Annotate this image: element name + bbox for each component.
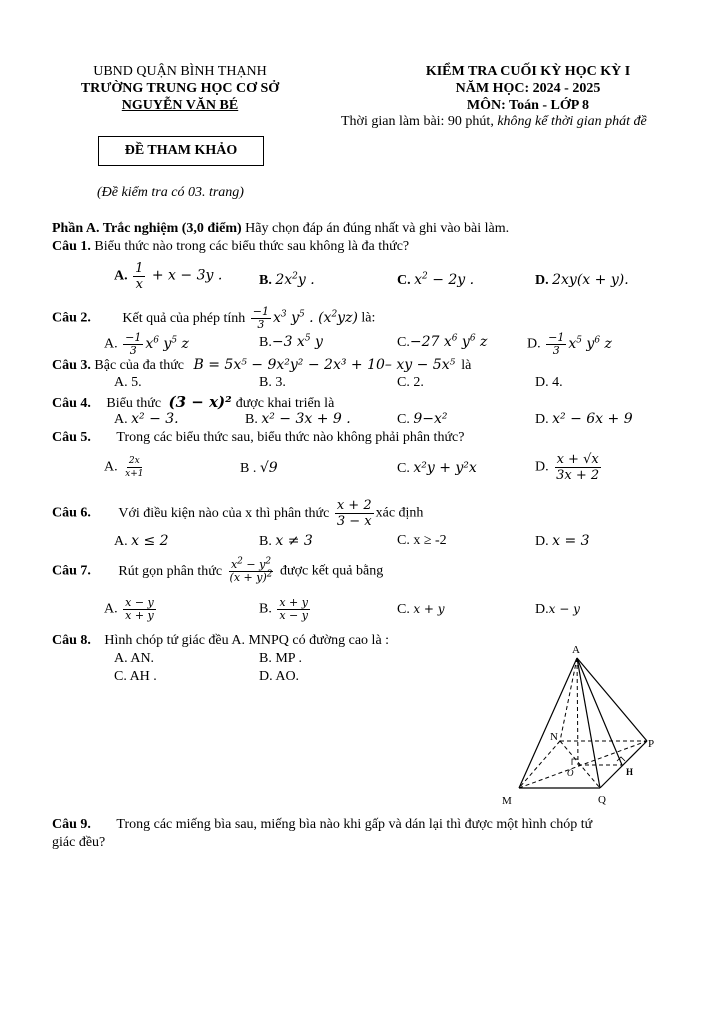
question-4: Câu 4. Biểu thức (3 − x)² được khai triển là xyxy=(52,393,335,411)
q6-option-a: A. x ≤ 2 xyxy=(114,533,169,549)
exam-header xyxy=(378,63,678,114)
school-type: TRƯỜNG TRUNG HỌC CƠ SỞ xyxy=(80,81,280,96)
school-name: NGUYỄN VĂN BÉ xyxy=(121,98,239,113)
question-1: Câu 1. Biểu thức nào trong các biểu thức sau không là đa thức? xyxy=(52,239,410,254)
q3-option-a: A. 5. xyxy=(114,375,142,390)
q1-option-d: D. 2xy(x + y). xyxy=(535,272,629,288)
question-3: Câu 3. Bậc của đa thức B = 5x⁵ − 9x²y² − 2x³ + 10– xy − 5x⁵ là xyxy=(52,357,472,373)
q4-option-b: B. x² − 3x + 9 . xyxy=(245,411,351,427)
question-5: Câu 5. Trong các biểu thức sau, biểu thức nào không phải phân thức? xyxy=(52,430,465,445)
q5-option-d: D. $\frac{x + √x}{3x + 2}$ xyxy=(535,452,600,483)
vertex-n-label: N xyxy=(550,731,558,743)
district-name: UBND QUẬN BÌNH THẠNH xyxy=(93,64,267,79)
school-header xyxy=(60,63,300,114)
reference-box: ĐỀ THAM KHẢO xyxy=(98,136,264,166)
q6-option-d: D. x = 3 xyxy=(535,533,590,549)
question-2: Câu 2. Kết quả của phép tính $\frac{-1}{3}$ $x^3$ $y^5$ . $(x^2yz)$ là: xyxy=(52,305,376,331)
point-o-label: O xyxy=(567,768,574,778)
q5-option-c: C. x²y + y²x xyxy=(397,460,477,476)
q2-option-b: B.−3 $x^5$ y xyxy=(259,333,323,350)
q2-option-a: A. $\frac{-1}{3}$ $x^6$ $y^5$ z xyxy=(104,331,189,357)
q5-option-b: B . √9 xyxy=(240,460,278,476)
vertex-p-label: P xyxy=(648,738,655,750)
question-7: Câu 7. Rút gọn phân thức $\frac{x^2 - y^2}{(x + y)^2}$ được kết quả bằng xyxy=(52,556,384,584)
vertex-q-label: Q xyxy=(598,794,606,806)
q3-option-c: C. 2. xyxy=(397,375,424,390)
question-8: Câu 8. Hình chóp tứ giác đều A. MNPQ có đường cao là : xyxy=(52,633,390,648)
page-count-note: (Đề kiểm tra có 03. trang) xyxy=(97,185,244,200)
q8-option-a: A. AN. xyxy=(114,651,155,666)
q8-option-c: C. AH . xyxy=(114,669,157,684)
q6-option-c: C. x ≥ -2 xyxy=(397,533,447,548)
q1-option-b: B. $2x^2y$ . xyxy=(259,271,315,288)
q6-option-b: B. x ≠ 3 xyxy=(259,533,313,549)
q7-option-c: C. x + y xyxy=(397,602,445,617)
point-h-label: H xyxy=(626,767,634,777)
q3-option-d: D. 4. xyxy=(535,375,563,390)
q8-option-d: D. AO. xyxy=(259,669,300,684)
pyramid-figure xyxy=(490,640,670,815)
q1-option-c: C. $x^2 - 2y$ . xyxy=(397,271,475,288)
q1-option-a: A. $\frac{1}{x}$ + x − 3y . xyxy=(114,261,223,292)
time-line: Thời gian làm bài: 90 phút, không kể thời gian phát đề xyxy=(341,114,647,129)
q5-option-a: A. $\frac{2x}{x+1}$ xyxy=(104,456,144,479)
q7-option-a: A. $\frac{x - y}{x + y}$ xyxy=(104,596,154,622)
q2-option-d: D. $\frac{-1}{3}$ $x^5$ $y^6$ z xyxy=(527,331,612,357)
vertex-a-label: A xyxy=(572,644,580,656)
vertex-m-label: M xyxy=(502,795,512,807)
q2-option-c: C.−27 $x^6$ $y^6$ z xyxy=(397,333,488,350)
section-a-heading: Phần A. Trắc nghiệm (3,0 điểm) Hãy chọn đáp án đúng nhất và ghi vào bài làm. xyxy=(52,221,510,236)
exam-title: KIỂM TRA CUỐI KỲ HỌC KỲ I xyxy=(425,64,631,79)
question-9-continued: giác đều? xyxy=(52,835,106,850)
q3-option-b: B. 3. xyxy=(259,375,286,390)
subject-grade: MÔN: Toán - LỚP 8 xyxy=(466,98,590,113)
q4-option-d: D. x² − 6x + 9 xyxy=(535,411,633,427)
q8-option-b: B. MP . xyxy=(259,651,303,666)
q7-option-d: D.x − y xyxy=(535,602,580,617)
q4-option-a: A. x² − 3. xyxy=(114,411,179,427)
question-6: Câu 6. Với điều kiện nào của x thì phân thức $\frac{x + 2}{3 - x}$ xác định xyxy=(52,498,424,529)
school-year: NĂM HỌC: 2024 - 2025 xyxy=(455,81,601,96)
q7-option-b: B. $\frac{x + y}{x - y}$ xyxy=(259,596,308,622)
q4-option-c: C. 9−x² xyxy=(397,411,448,427)
question-9: Câu 9. Trong các miếng bìa sau, miếng bìa nào khi gấp và dán lại thì được một hình chóp tứ xyxy=(52,817,593,832)
